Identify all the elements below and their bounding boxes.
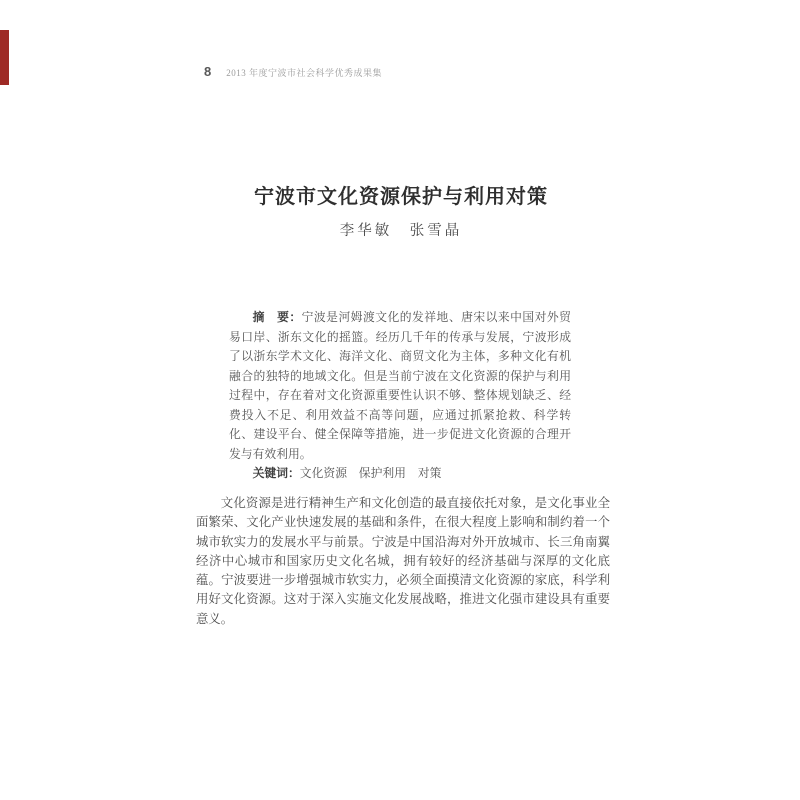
keywords-label: 关键词： (252, 466, 300, 480)
article-authors: 李华敏 张雪晶 (339, 223, 463, 239)
abstract-label: 摘 要： (252, 310, 302, 324)
running-header (204, 64, 382, 79)
keywords-text: 文化资源 保护利用 对策 (299, 466, 442, 480)
abstract-paragraph (229, 308, 571, 464)
keywords-line (229, 464, 571, 484)
abstract-block (229, 308, 571, 484)
book-title: 2013 年度宁波市社会科学优秀成果集 (226, 68, 382, 78)
article-title: 宁波市文化资源保护与利用对策 (254, 186, 548, 208)
abstract-text: 宁波是河姆渡文化的发祥地、唐宋以来中国对外贸易口岸、浙东文化的摇篮。经历几千年的传承与发展，宁波形成了以浙东学术文化、海洋文化、商贸文化为主体，多种文化有机融合的独特的地域文化。但是当前宁波在文化资源的保护与利用过程中，存在着对文化资源重要性认识不够、整体规划缺乏、经费投入不足、利用效益不高等问题，应通过抓紧抢救、科学转化、建设平台、健全保障等措施，进一步促进文化资源的合理开发与有效利用。 (229, 310, 571, 461)
page-number: 8 (204, 64, 212, 79)
body-paragraph: 文化资源是进行精神生产和文化创造的最直接依托对象，是文化事业全面繁荣、文化产业快速发展的基础和条件，在很大程度上影响和制约着一个城市软实力的发展水平与前景。宁波是中国沿海对外开放城市、长三角南翼经济中心城市和国家历史文化名城，拥有较好的经济基础与深厚的文化底蕴。宁波要进一步增强城市软实力，必须全面摸清文化资源的家底，科学利用好文化资源。这对于深入实施文化发展战略，推进文化强市建设具有重要意义。 (196, 496, 610, 626)
red-bookmark-strip (0, 30, 9, 85)
